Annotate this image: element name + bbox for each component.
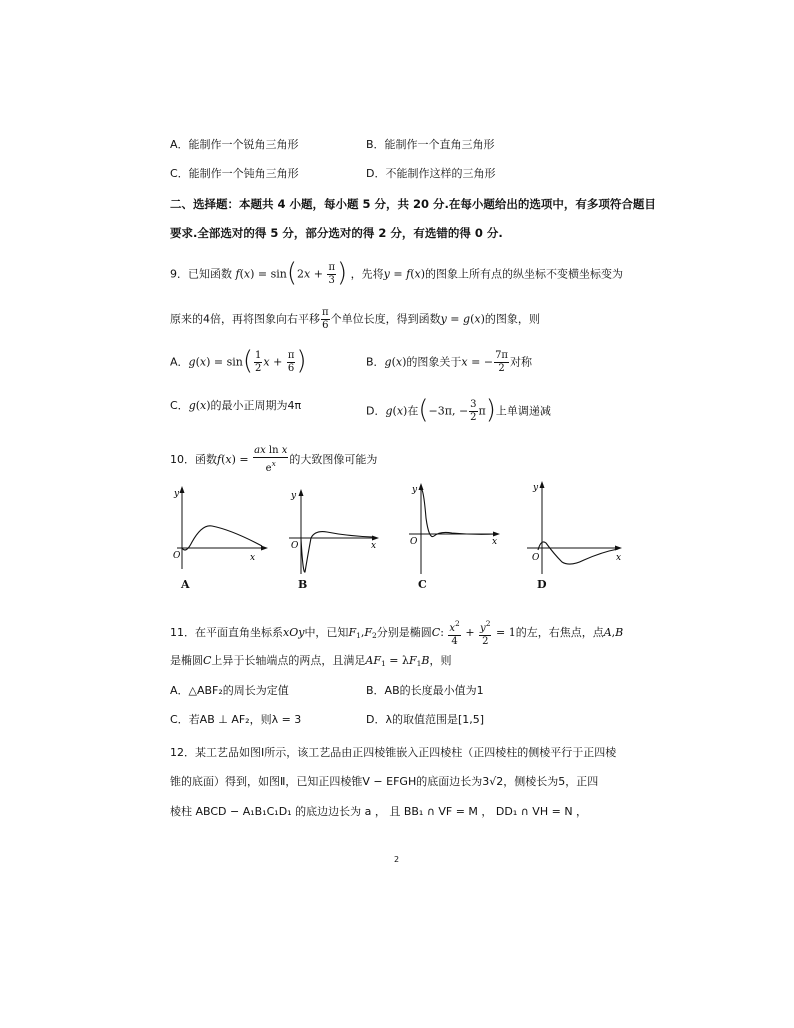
graph-b-x-label: x [371,541,377,551]
q10-line1: 10．函数f(x) = $\frac{\text{ax ln x}}{e^x}$ 的大致图像可能为 [170,445,378,474]
q10-graph-d [522,476,627,576]
graph-d-y-label: y [533,483,539,493]
q8-option-a: A．能制作一个锐角三角形 [170,138,299,151]
graph-a-y-label: y [174,489,180,499]
q11-option-b: B．AB的长度最小值为1 [366,684,484,697]
graph-a-x-label: x [250,553,256,563]
section-2-instructions-line1: 二、选择题：本题共 4 小题，每小题 5 分，共 20 分.在每小题给出的选项中，有多项符合题目 [170,197,656,211]
graph-b-label: B [298,578,308,591]
q11-option-a: A．△ABF₂的周长为定值 [170,684,289,697]
q9-fraction-pi-6: $\frac{\pi}{6}$ [322,307,329,331]
q9-line2: 原来的4倍，再将图象向右平移 $\frac{\pi}{6}$ 个单位长度，得到函数y = g(x)的图象，则 [170,307,540,331]
q9-option-c: C．g(x)的最小正周期为4π [170,399,302,412]
q12-line1: 12．某工艺品如图Ⅰ所示，该工艺品由正四棱锥嵌入正四棱柱（正四棱柱的侧棱平行于正四棱 [170,746,617,759]
graph-c-x-label: x [492,537,498,547]
q9-fraction-pi-3: $\frac{\pi}{3}$ [328,262,336,286]
q10-graph-c [404,478,504,578]
graph-b-origin: O [291,541,299,551]
q12-line2: 锥的底面）得到，如图Ⅱ，已知正四棱锥V − EFGH的底面边长为3√2，侧棱长为5，正四 [170,775,599,788]
graph-c-origin: O [410,537,418,547]
graph-d-x-label: x [616,553,622,563]
q11-option-d: D．λ的取值范围是[1,5] [366,713,485,726]
graph-a-label: A [181,578,190,591]
graph-a-origin: O [173,551,181,561]
q8-option-b: B．能制作一个直角三角形 [366,138,495,151]
q10-graph-a [172,484,272,574]
q12-line3: 棱柱 ABCD − A₁B₁C₁D₁ 的底边边长为 a ， 且 BB₁ ∩ VF = M ， DD₁ ∩ VH = N ， [170,805,588,818]
q9-function-f: f [235,267,240,281]
graph-d-origin: O [532,553,540,563]
q10-function-fraction: $\frac{\text{ax ln x}}{e^x}$ [254,445,288,474]
q9-line1: 9．已知函数 f(x) = sin(2x + $\frac{\pi}{3}$ ) ，先将y = f(x)的图象上所有点的纵坐标不变横坐标变为 [170,257,623,288]
section-2-instructions-line2: 要求.全部选对的得 5 分，部分选对的得 2 分，有选错的得 0 分. [170,226,503,240]
graph-c-label: C [418,578,427,591]
graph-b-y-label: y [291,491,297,501]
q9-option-a: A．g(x) = sin( $\frac{1}{2}$ x + $\frac{\pi}{6}$ ) [170,345,307,376]
q8-option-c: C．能制作一个钝角三角形 [170,167,299,180]
page-number: 2 [394,855,400,864]
graph-c-y-label: y [412,485,418,495]
q10-graph-b [287,484,387,579]
q11-option-c: C．若AB ⊥ AF₂，则λ = 3 [170,713,302,726]
q8-option-d: D．不能制作这样的三角形 [366,167,496,180]
q9-option-b: B．g(x)的图象关于x = − $\frac{7\pi}{2}$ 对称 [366,350,532,374]
q9-option-d: D．g(x)在(−3π, − $\frac{3}{2}$ π)上单调递减 [366,394,551,425]
q9-intro: 9．已知函数 [170,267,232,281]
q11-line2: 是椭圆C上异于长轴端点的两点，且满足$AF_1 = \lambda F_1B$，则 [170,654,452,668]
graph-d-label: D [537,578,547,591]
q11-line1: 11．在平面直角坐标系xOy中，已知$F_1,F_2$分别是椭圆C: $\frac{x^2}{4}$ + $\frac{y^2}{2}$ = 1的左，右焦点，点A,B [170,619,624,647]
